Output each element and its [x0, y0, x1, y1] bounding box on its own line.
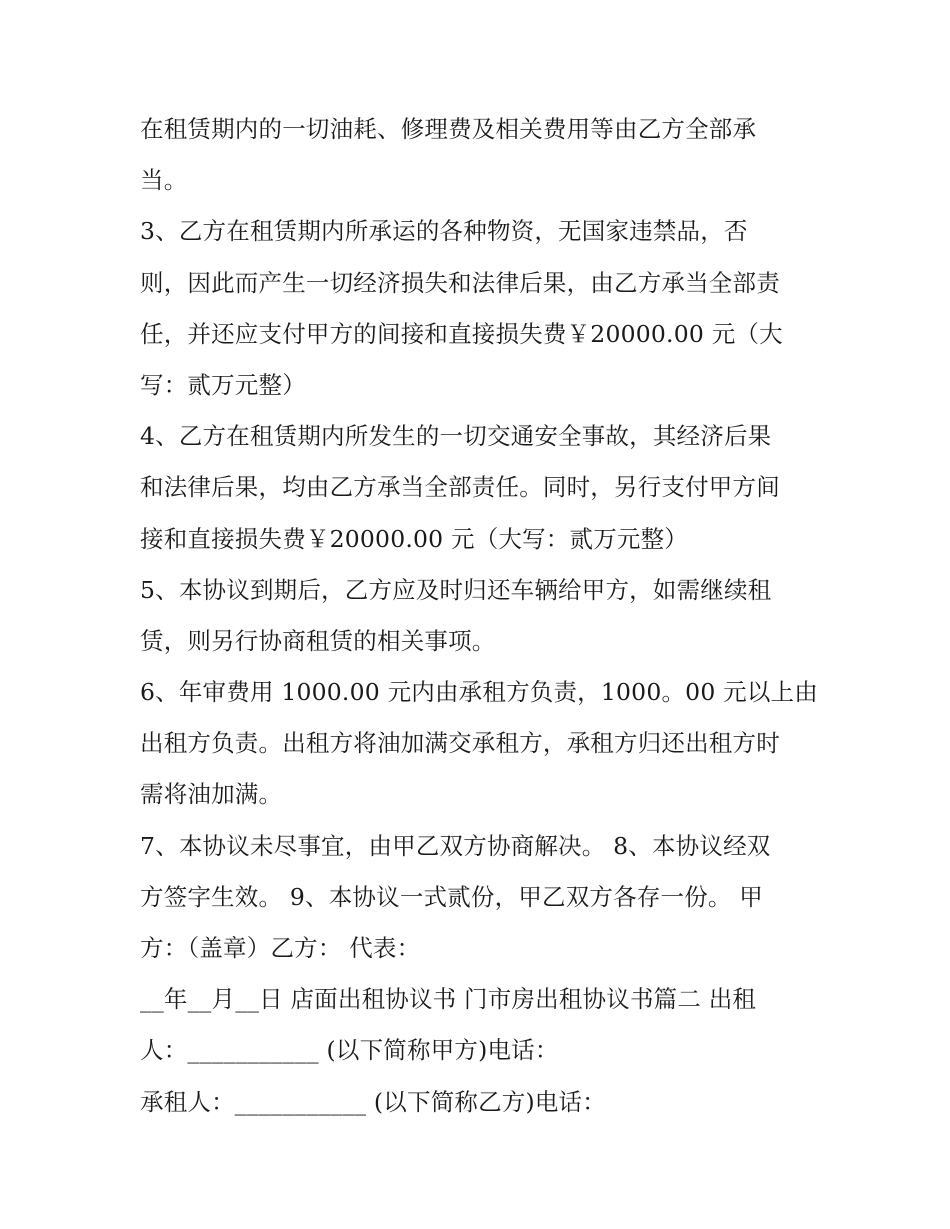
text-line: 在租赁期内的一切油耗、修理费及相关费用等由乙方全部承 — [140, 115, 757, 143]
text-line: 赁，则另行协商租赁的相关事项。 — [140, 626, 496, 655]
text-line: 7、本协议未尽事宜，由甲乙双方协商解决。 8、本协议经双 — [140, 831, 771, 860]
text-line: 3、乙方在租赁期内所承运的各种物资，无国家违禁品，否 — [140, 217, 748, 246]
text-line: 和法律后果，均由乙方承当全部责任。同时，另行支付甲方间 — [140, 473, 780, 502]
text-line: 方签字生效。 9、本协议一式贰份，甲乙双方各存一份。 甲 — [140, 882, 763, 911]
text-line: 4、乙方在租赁期内所发生的一切交通安全事故，其经济后果 — [140, 422, 772, 451]
text-line: 承租人：___________ (以下简称乙方)电话： — [140, 1087, 606, 1116]
document-body — [140, 104, 820, 1128]
text-line: 写：贰万元整） — [140, 370, 306, 399]
text-line: 任，并还应支付甲方的间接和直接损失费￥20000.00 元（大 — [140, 319, 783, 348]
text-line: 方：（盖章）乙方： 代表： — [140, 934, 421, 962]
text-line: 人：___________ (以下简称甲方)电话： — [140, 1036, 559, 1065]
text-line: 6、年审费用 1000.00 元内由承租方负责，1000。00 元以上由 — [140, 678, 818, 707]
text-line: __年__月__日 店面出租协议书 门市房出租协议书篇二 出租 — [140, 985, 757, 1014]
text-line: 接和直接损失费￥20000.00 元（大写：贰万元整） — [140, 524, 688, 553]
text-line: 当。 — [140, 166, 188, 195]
text-line: 5、本协议到期后，乙方应及时归还车辆给甲方，如需继续租 — [140, 575, 772, 604]
text-line: 需将油加满。 — [140, 780, 283, 809]
text-line: 出租方负责。出租方将油加满交承租方，承租方归还出租方时 — [140, 729, 780, 758]
text-line: 则，因此而产生一切经济损失和法律后果，由乙方承当全部责 — [140, 268, 780, 297]
